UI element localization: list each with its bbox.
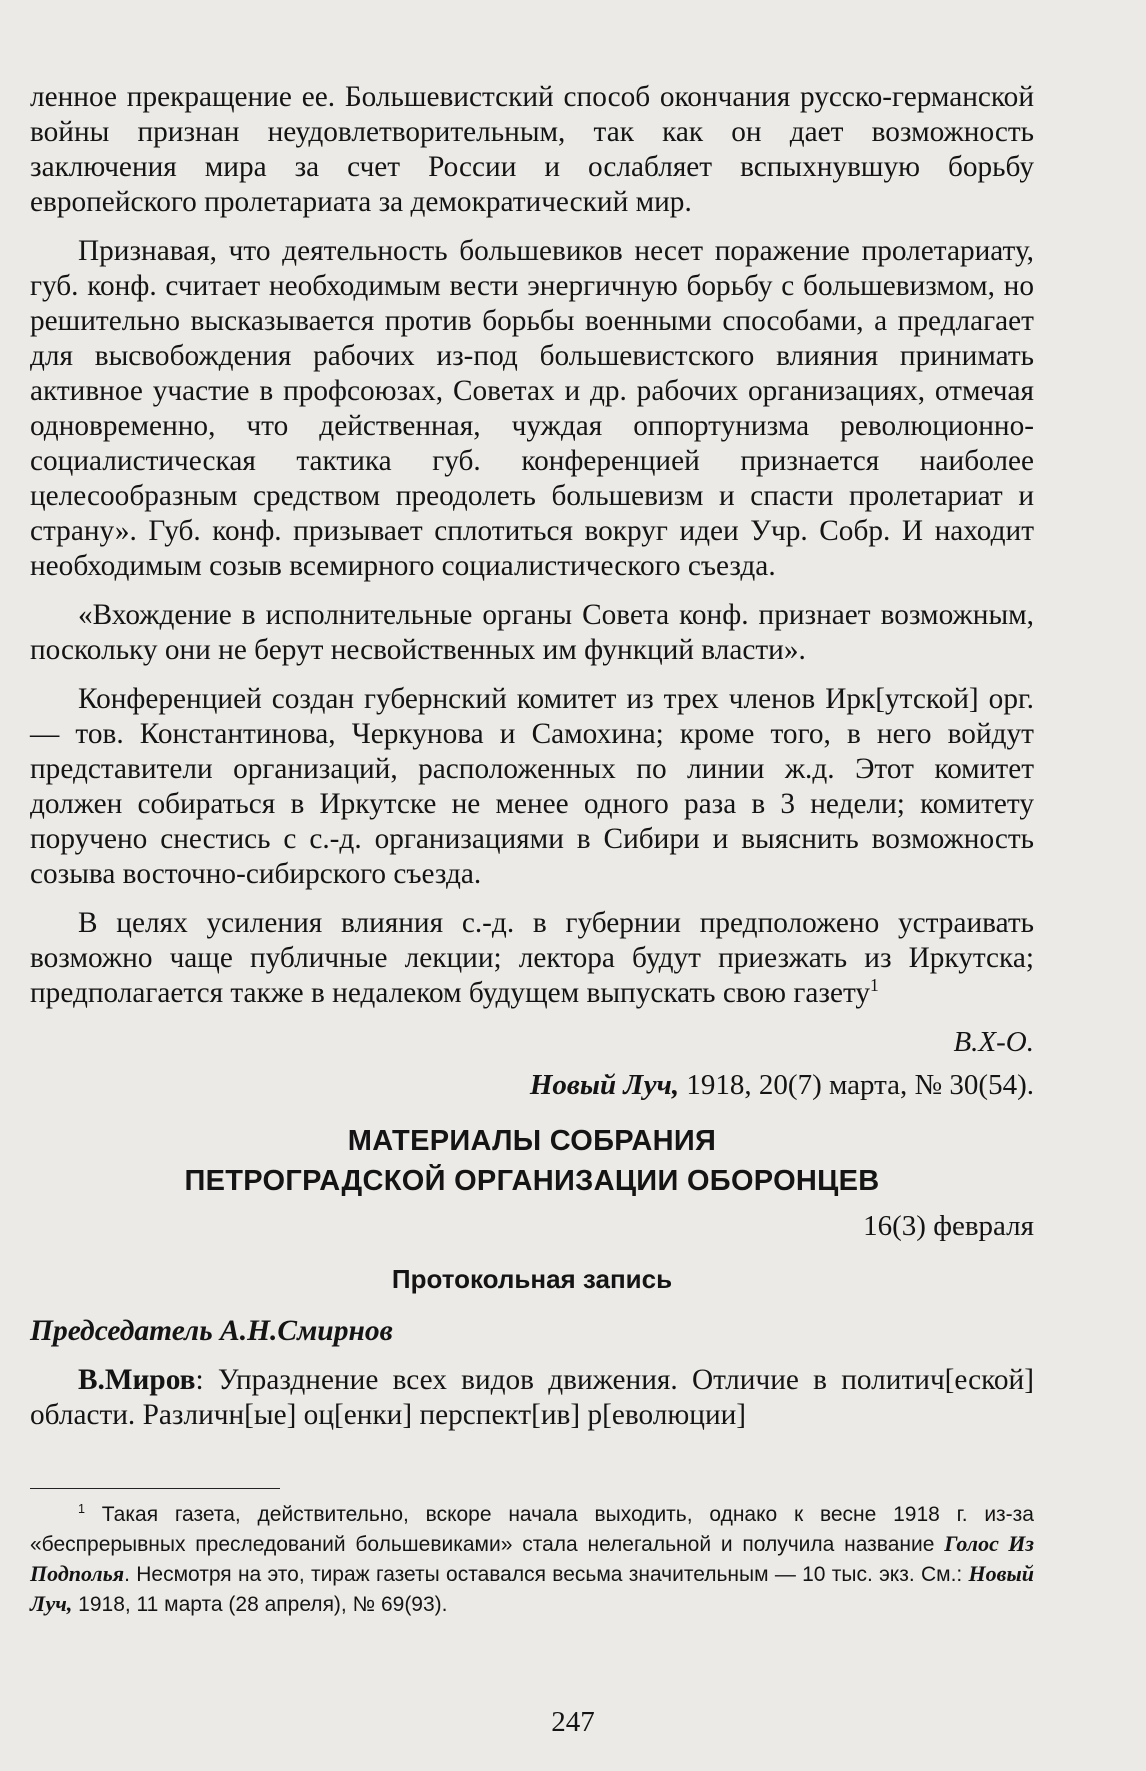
paragraph-5 [30,906,1034,1011]
footnote-divider [30,1488,280,1489]
source-citation [30,1068,1034,1103]
footnote-text-b: . Несмотря на это, тираж газеты оставался весьма значительным — 10 тыс. экз. См.: [124,1563,969,1586]
section-title-line-2: ПЕТРОГРАДСКОЙ ОРГАНИЗАЦИИ ОБОРОНЦЕВ [184,1165,880,1197]
footnote-title-a: Голос Из Подполья [30,1531,1034,1586]
speech-text: : Упразднение всех видов движения. Отличие в политич[еской] области. Различн[ые] оц[енки] перспект[ив] р[еволюции] [30,1364,1034,1431]
meeting-date: 16(3) февраля [863,1210,1034,1242]
paragraph-3: «Вхождение в исполнительные органы Совета конф. признает возможным, поскольку они не берут несвойственных им функций власти». [30,599,1034,666]
chairman-line: Председатель А.Н.Смирнов [30,1315,393,1347]
page-number: 247 [551,1706,595,1738]
footnote-text-a: Такая газета, действительно, вскоре начала выходить, однако к весне 1918 г. из-за «беспрерывных преследований большевиками» стала нелегальной и получила название [30,1503,1034,1556]
signature: В.Х-О. [953,1026,1034,1058]
speaker-name: В.Миров [78,1364,196,1396]
footnote-number: 1 [78,1502,86,1516]
paragraph-4: Конференцией создан губернский комитет из трех членов Ирк[утской] орг. — тов. Константинова, Черкунова и Самохина; кроме того, в него войдут представители организаций, расположенных по линии ж.д. Этот комитет должен собираться в Иркутске не менее одного раза в 3 недели; комитету поручено снестись с с.-д. организациями в Сибири и выяснить возможность созыва восточно-сибирского съезда. [30,683,1034,890]
speech-paragraph [30,1363,1034,1433]
paragraph-5-text: В целях усиления влияния с.-д. в губернии предположено устраивать возможно чаще публичные лекции; лектора будут приезжать из Иркутска; предполагается также в недалеком будущем выпускать свою газету [30,907,1034,1009]
source-newspaper: Новый Луч, [529,1069,680,1101]
paragraph-1: ленное прекращение ее. Большевистский способ окончания русско-германской войны признан неудовлетворительным, так как он дает возможность заключения мира за счет России и ослабляет вспыхнувшую борьбу европейского пролетариата за демократический мир. [30,81,1034,218]
section-title-line-1: МАТЕРИАЛЫ СОБРАНИЯ [347,1125,717,1157]
protocol-heading: Протокольная запись [391,1264,673,1294]
footnote [30,1500,1034,1619]
paragraph-2: Признавая, что деятельность большевиков несет поражение пролетариату, губ. конф. считает необходимым вести энергичную борьбу с большевизмом, но решительно высказывается против борьбы военными способами, а предлагает для высвобождения рабочих из-под большевистского влияния принимать активное участие в профсоюзах, Советах и др. рабочих организациях, отмечая одновременно, что действенная, чуждая оппортунизма революционно-социалистическая тактика губ. конференцией признается наиболее целесообразным средством преодолеть большевизм и спасти пролетариат и страну». Губ. конф. призывает сплотиться вокруг идеи Учр. Собр. И находит необходимым созыв всемирного социалистического съезда. [30,235,1034,582]
footnote-marker: 1 [870,975,879,996]
footnote-text-c: 1918, 11 марта (28 апреля), № 69(93). [72,1593,448,1616]
main-text [30,80,1034,1447]
source-details: 1918, 20(7) марта, № 30(54). [679,1069,1034,1101]
section-title [30,1121,1034,1201]
footnote-title-b: Новый Луч, [30,1561,1034,1616]
